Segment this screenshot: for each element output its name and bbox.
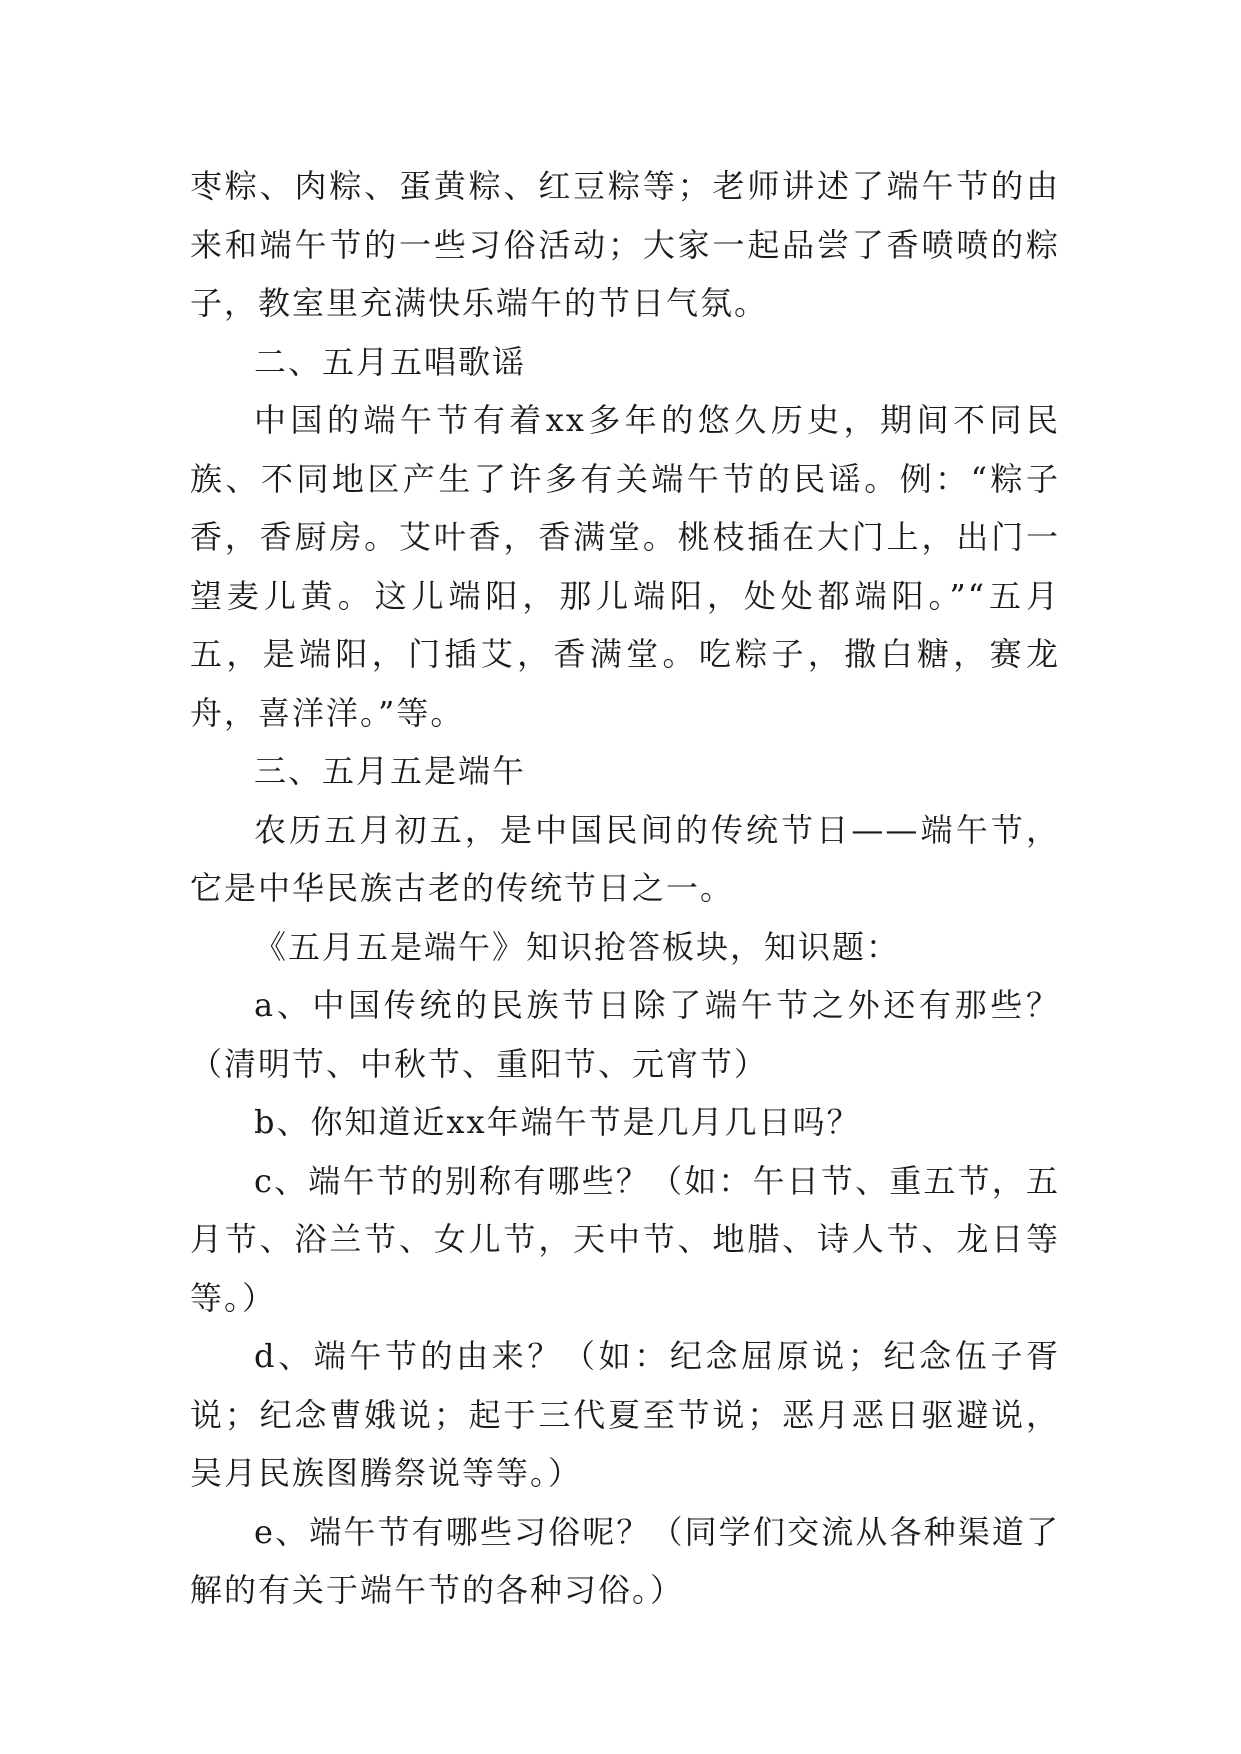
quiz-question-d: d、端午节的由来？（如：纪念屈原说；纪念伍子胥说；纪念曹娥说；起于三代夏至节说；恶月恶日驱避说，吴月民族图腾祭说等等。） [190, 1337, 1060, 1492]
section-heading-duanwu: 三、五月五是端午 [254, 752, 527, 790]
quiz-question-b: b、你知道近xx年端午节是几月几日吗？ [254, 1103, 861, 1141]
paragraph-duanwu-intro: 农历五月初五，是中国民间的传统节日——端午节，它是中华民族古老的传统节日之一。 [190, 810, 1060, 907]
quiz-question-e: e、端午节有哪些习俗呢？（同学们交流从各种渠道了解的有关于端午节的各种习俗。） [190, 1512, 1060, 1609]
paragraph-songs: 中国的端午节有着xx多年的悠久历史，期间不同民族、不同地区产生了许多有关端午节的民谣。例：“粽子香，香厨房。艾叶香，香满堂。桃枝插在大门上，出门一望麦儿黄。这儿端阳，那儿端阳，处处都端阳。”“五月五，是端阳，门插艾，香满堂。吃粽子，撒白糖，赛龙舟，喜洋洋。”等。 [190, 401, 1060, 732]
quiz-intro: 《五月五是端午》知识抢答板块，知识题： [254, 927, 901, 966]
section-heading-songs: 二、五月五唱歌谣 [254, 342, 527, 381]
quiz-question-c: c、端午节的别称有哪些？（如：午日节、重五节，五月节、浴兰节、女儿节，天中节、地腊、诗人节、龙日等等。） [190, 1161, 1060, 1317]
paragraph-opening: 枣粽、肉粽、蛋黄粽、红豆粽等；老师讲述了端午节的由来和端午节的一些习俗活动；大家一起品尝了香喷喷的粽子，教室里充满快乐端午的节日气氛。 [190, 167, 1060, 322]
document-body [190, 157, 1060, 1620]
quiz-question-a: a、中国传统的民族节日除了端午节之外还有那些？（清明节、中秋节、重阳节、元宵节） [190, 986, 1060, 1083]
